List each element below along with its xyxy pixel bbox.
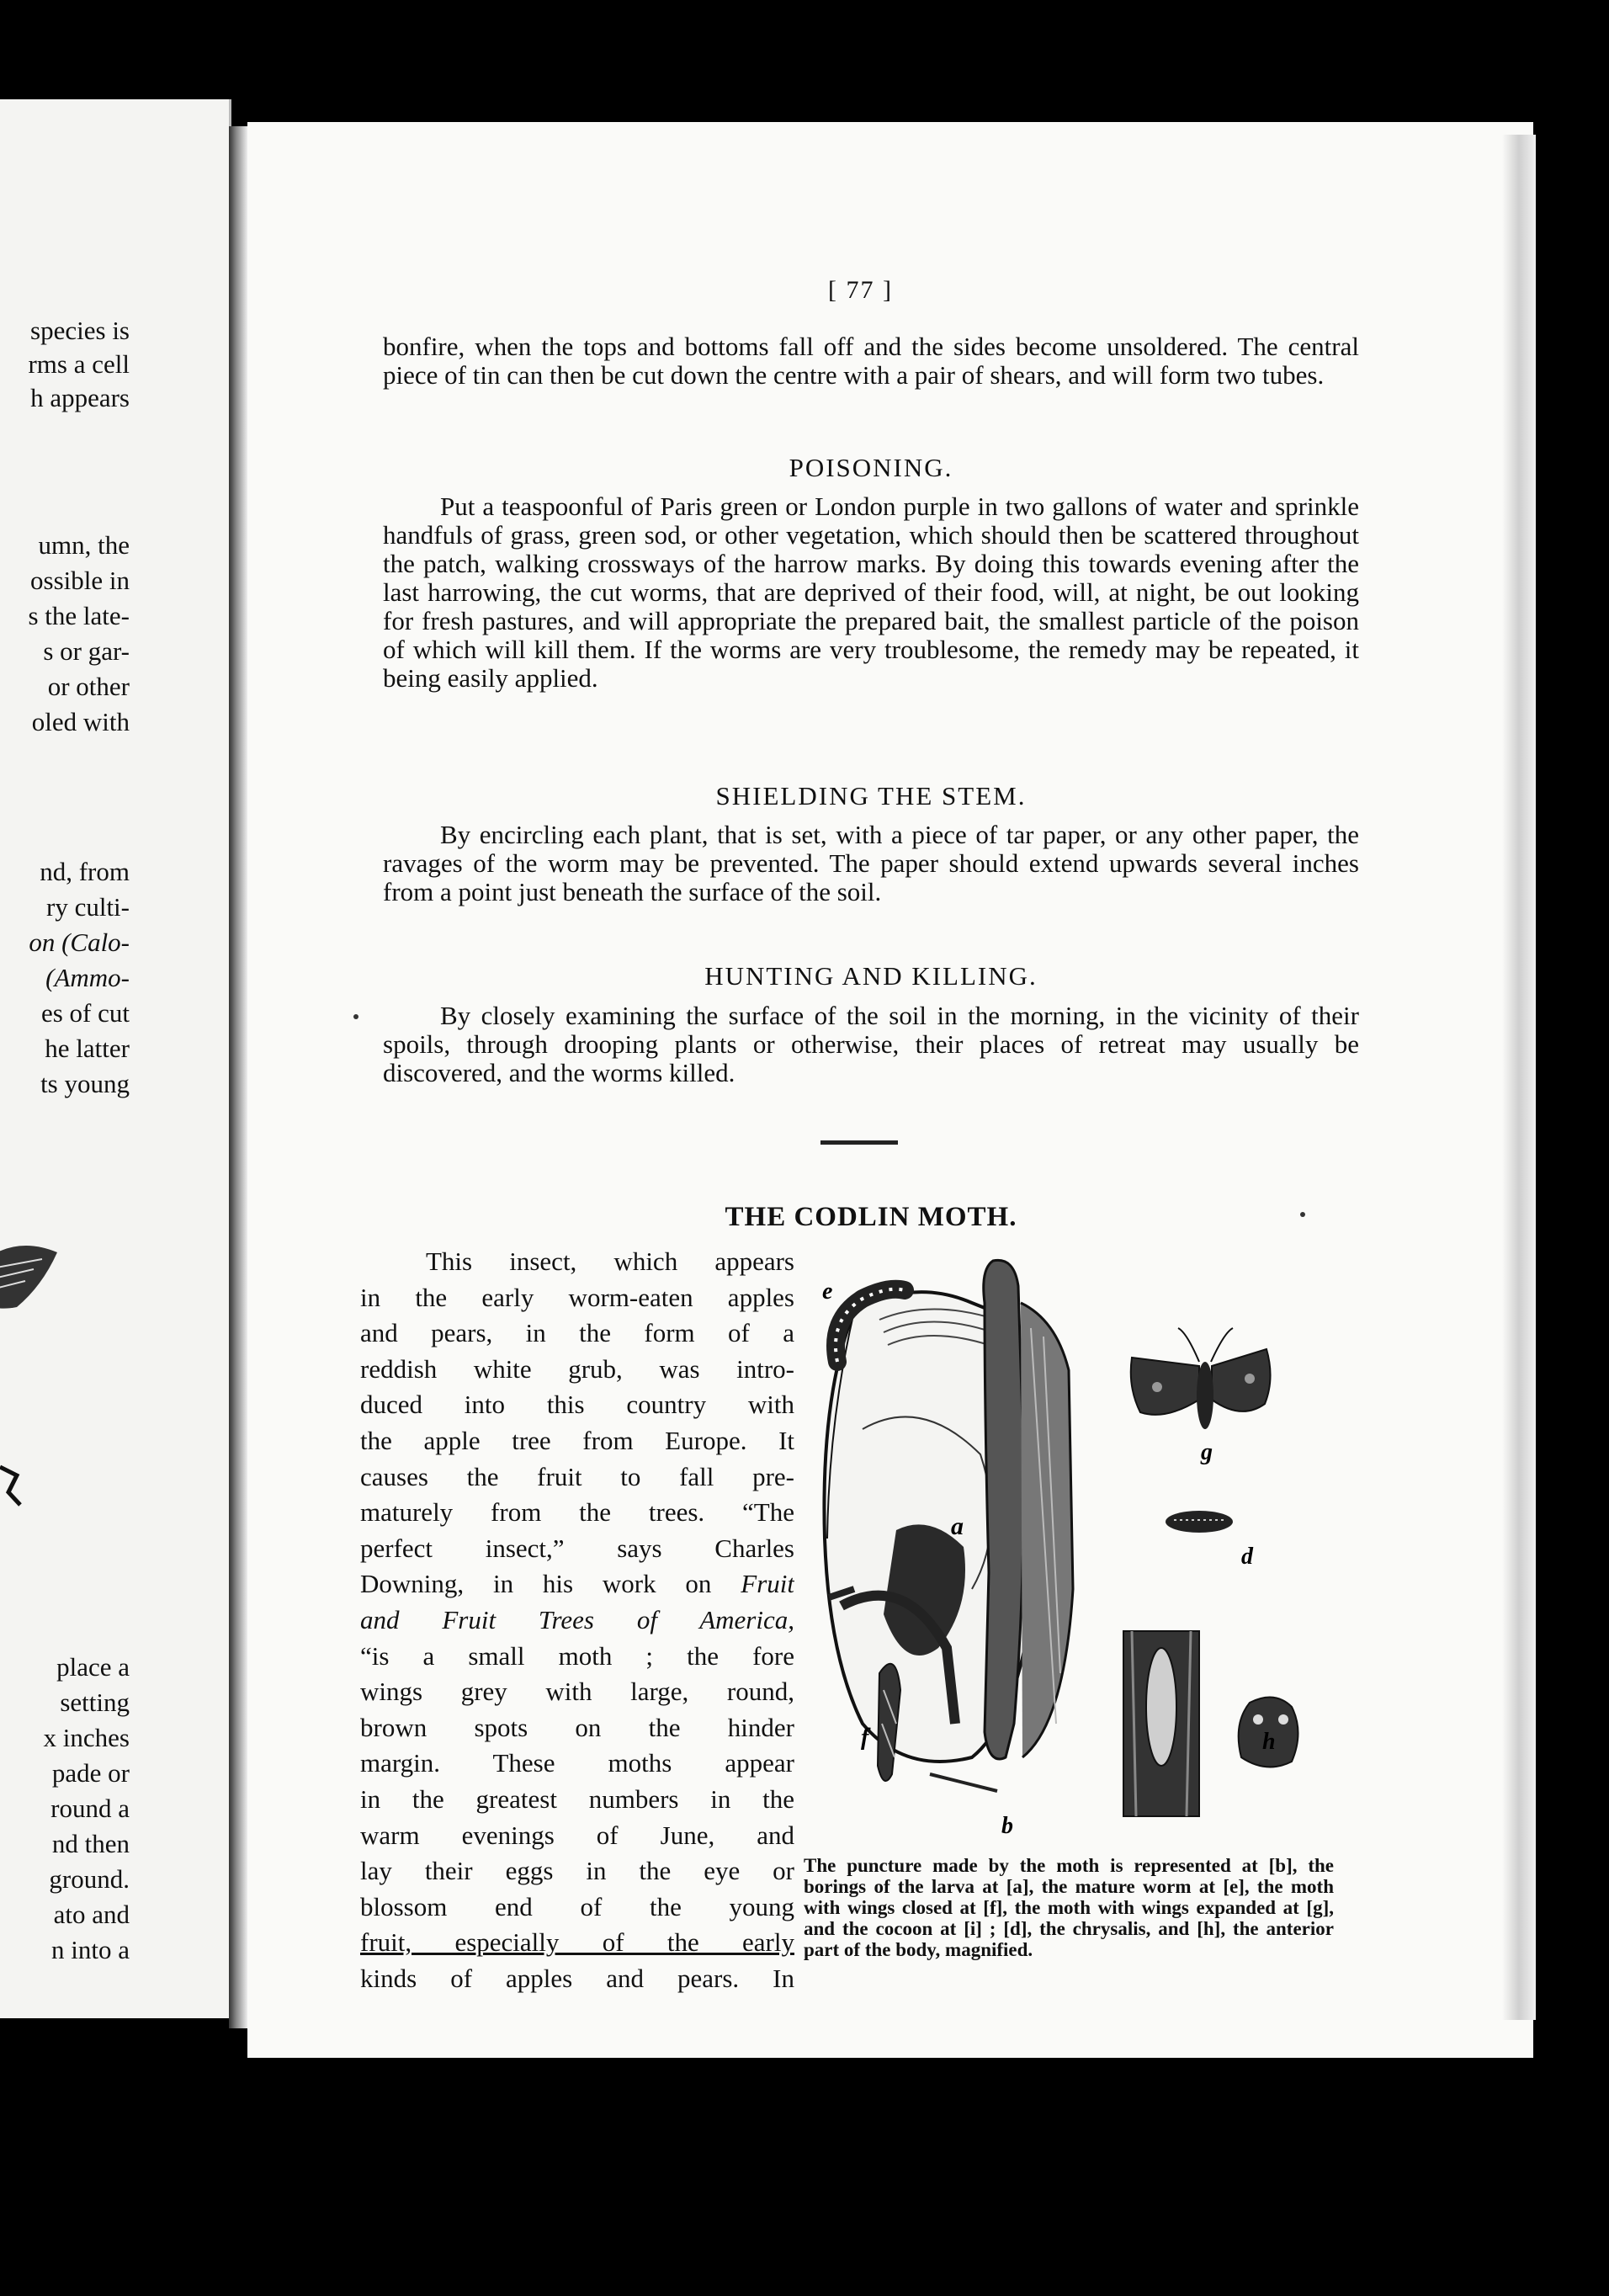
label-d: d — [1241, 1544, 1253, 1570]
text-line: “is a small moth ; the fore — [360, 1640, 794, 1671]
left-line: h appears — [30, 383, 130, 412]
label-a: a — [951, 1512, 964, 1540]
left-line: ts young — [40, 1069, 130, 1098]
engraver-signature — [930, 1774, 997, 1791]
codlin-moth-engraving — [804, 1252, 1342, 1842]
left-line: ossible in — [30, 566, 130, 595]
moth-illustration-fragment — [0, 1227, 67, 1337]
text-line: causes the fruit to fall pre- — [360, 1461, 794, 1491]
text-line: kinds of apples and pears. In — [360, 1963, 794, 1993]
text-line: blossom end of the young — [360, 1891, 794, 1921]
hunting-paragraph: By closely examining the surface of the soil in the morning, in the vicinity of their spoils, through drooping plants or otherwise, their places of retreat may usually be discovered, and the worms killed. — [383, 1001, 1359, 1087]
text-line: the apple tree from Europe. It — [360, 1425, 794, 1455]
text-line: lay their eggs in the eye or — [360, 1856, 794, 1886]
poisoning-paragraph: Put a teaspoonful of Paris green or London purple in two gallons of water and sprinkle handfuls of grass, green sod, or other vegetation, which should then be scattered throughout the patch, walking crossways of the harrow marks. By doing this towards evening after the last harrowing, the cut worms, that are deprived of their food, will, at night, be out looking for fresh pastures, and will appropriate the prepared bait, the smallest particle of the poison of which will kill them. If the worms are very troublesome, the remedy may be repeated, it being easily applied. — [383, 492, 1359, 693]
figure-caption: The puncture made by the moth is represented at [b], the borings of the larva at [a], the mature worm at [e], the moth with wings closed at [f], the moth with wings expanded at [g], and the cocoon at [i] ; [d], the chrysalis, and [h], the anterior part of the body, magnified. — [804, 1855, 1334, 1960]
speck — [353, 1014, 358, 1019]
text-line: maturely from the trees. “The — [360, 1497, 794, 1528]
heading-poisoning: POISONING. — [789, 453, 953, 482]
heading-shielding-the-stem: SHIELDING THE STEM. — [715, 781, 1027, 811]
left-line: rms a cell — [28, 349, 130, 379]
page-number: [ 77 ] — [828, 276, 893, 304]
text-line — [360, 1566, 794, 1602]
left-line: pade or — [51, 1758, 130, 1788]
left-line: s or gar- — [43, 636, 130, 666]
left-line: x inches — [43, 1723, 130, 1752]
page-edge-shadow — [1502, 135, 1536, 2020]
left-line: umn, the — [38, 530, 130, 560]
text-line: in the early worm-eaten apples — [360, 1282, 794, 1312]
text-line: in the greatest numbers in the — [360, 1783, 794, 1814]
left-line: place a — [56, 1652, 130, 1682]
left-line: nd then — [51, 1829, 130, 1858]
intro-paragraph: bonfire, when the tops and bottoms fall off and the sides become unsoldered. The central piece of tin can then be cut down the centre with a pair of shears, and will form two tubes. — [383, 332, 1359, 390]
left-line: nd, from — [40, 857, 130, 886]
text-line: margin. These moths appear — [360, 1748, 794, 1778]
text-line: wings grey with large, round, — [360, 1677, 794, 1707]
left-line: s the late- — [28, 601, 130, 630]
text-line: duced into this country with — [360, 1390, 794, 1420]
chrysalis-d — [1166, 1511, 1233, 1533]
left-line: ato and — [53, 1900, 130, 1929]
text-line: and Fruit Trees of America, — [360, 1604, 794, 1634]
text-line: reddish white grub, was intro- — [360, 1353, 794, 1384]
shielding-paragraph: By encircling each plant, that is set, with a piece of tar paper, or any other paper, the ravages of the worm may be prevented. The paper should extend upwards several inches from a point just beneath the surface of the soil. — [383, 820, 1359, 906]
left-line: setting — [60, 1687, 130, 1717]
left-line: (Ammo- — [45, 963, 130, 992]
section-divider — [820, 1140, 898, 1145]
left-line: or other — [47, 672, 130, 701]
label-e: e — [822, 1278, 833, 1305]
left-line: on (Calo- — [29, 927, 130, 957]
text-line: brown spots on the hinder — [360, 1712, 794, 1742]
left-line: he latter — [45, 1034, 130, 1063]
text-line: This insect, which appears — [426, 1246, 794, 1276]
text-line: perfect insect,” says Charles — [360, 1533, 794, 1563]
label-h: h — [1262, 1729, 1276, 1755]
heading-hunting-and-killing: HUNTING AND KILLING. — [704, 961, 1038, 991]
cocoon-i-bark — [1123, 1631, 1199, 1816]
left-line: oled with — [31, 707, 130, 736]
left-line: es of cut — [40, 998, 130, 1028]
moth-expanded-g — [1131, 1328, 1271, 1429]
codlin-moth-text — [360, 1244, 794, 1996]
left-line: ry culti- — [46, 892, 130, 922]
left-line: round a — [50, 1794, 130, 1823]
label-b: b — [1001, 1813, 1013, 1839]
moth-closed-f — [878, 1664, 900, 1781]
left-line: species is — [30, 316, 130, 345]
text-line: fruit, especially of the early — [360, 1927, 794, 1958]
left-line: n into a — [51, 1935, 130, 1964]
label-f: f — [861, 1725, 869, 1751]
book-gutter — [229, 126, 247, 2028]
text-fragment: Downing, in his work on — [360, 1569, 712, 1599]
text-line: warm evenings of June, and — [360, 1820, 794, 1850]
book-title-fragment: Fruit — [741, 1569, 794, 1599]
text-line: and pears, in the form of a — [360, 1318, 794, 1348]
left-line: ground. — [49, 1864, 130, 1894]
label-g: g — [1201, 1439, 1213, 1465]
left-page-fragment — [0, 99, 231, 2018]
apple-stem-core — [984, 1260, 1073, 1759]
insect-fragment — [0, 1459, 34, 1509]
heading-codlin-moth: THE CODLIN MOTH. — [725, 1202, 1017, 1232]
